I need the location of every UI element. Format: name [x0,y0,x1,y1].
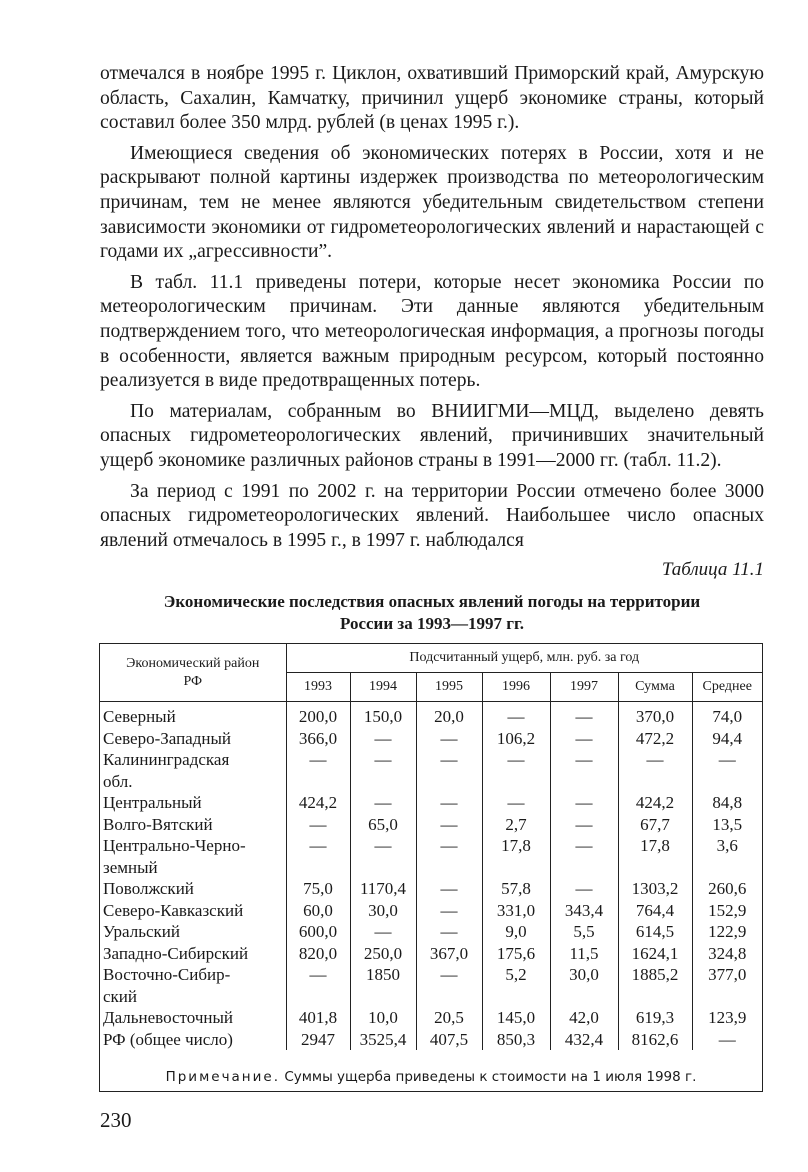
column-header: 1996 [482,673,550,702]
damage-group-header: Подсчитанный ущерб, млн. руб. за год [286,644,762,673]
table-row [100,728,762,750]
value-cell: 17,8 [482,835,550,878]
region-name-line: ский [103,986,137,1006]
value-cell: 619,3 [618,1007,692,1029]
value-cell: — [482,702,550,728]
value-cell: 2,7 [482,814,550,836]
value-cell: — [350,792,416,814]
region-name-line: Уральский [103,922,180,941]
damage-table-frame [99,643,763,1092]
value-cell: 407,5 [416,1029,482,1051]
column-header: 1993 [286,673,350,702]
value-cell: 432,4 [550,1029,618,1051]
region-name-line: Центрально-Черно- [103,836,246,855]
value-cell: — [550,749,618,792]
region-cell [100,1007,286,1029]
value-cell: — [416,878,482,900]
region-cell [100,835,286,878]
table-row [100,749,762,792]
value-cell: 331,0 [482,900,550,922]
value-cell: — [286,814,350,836]
value-cell: 367,0 [416,943,482,965]
value-cell: — [618,749,692,792]
value-cell: 424,2 [618,792,692,814]
column-header: 1995 [416,673,482,702]
value-cell: 65,0 [350,814,416,836]
value-cell: 1850 [350,964,416,1007]
value-cell: — [416,835,482,878]
value-cell: 5,5 [550,921,618,943]
value-cell: — [416,921,482,943]
region-name-line: Северо-Кавказский [103,900,244,920]
value-cell: 370,0 [618,702,692,728]
value-cell: 57,8 [482,878,550,900]
value-cell: 30,0 [550,964,618,1007]
paragraph: Имеющиеся сведения об экономических потерях в России, хотя и не раскрывают полной картины издержек производства по метеорологическим причинам, тем не менее являются убедительным свидетельством степени зависимости экономики от гидрометеорологических явлений и нарастающей с годами их „агрессивности”. [100,142,764,263]
region-name-line: Северный [103,707,176,726]
value-cell: 614,5 [618,921,692,943]
table-row [100,1029,762,1051]
table-number: Таблица 11.1 [661,559,764,580]
page-number: 230 [100,1108,132,1132]
table-title-line: России за 1993—1997 гг. [340,614,524,633]
region-name-line: Северо-Западный [103,728,231,748]
column-header: Среднее [692,673,762,702]
value-cell: 20,5 [416,1007,482,1029]
body-text [100,62,764,559]
value-cell: — [350,835,416,878]
region-name-line: Дальневосточный [103,1008,233,1027]
value-cell: — [692,749,762,792]
column-header: Сумма [618,673,692,702]
value-cell: — [550,728,618,750]
value-cell: 67,7 [618,814,692,836]
value-cell: 1624,1 [618,943,692,965]
value-cell: — [350,728,416,750]
region-name-line: земный [103,857,158,877]
region-cell [100,728,286,750]
value-cell: 106,2 [482,728,550,750]
table-row [100,943,762,965]
value-cell: 84,8 [692,792,762,814]
value-cell: — [416,964,482,1007]
value-cell: 9,0 [482,921,550,943]
column-header: 1997 [550,673,618,702]
note-text: Суммы ущерба приведены к стоимости на 1 июля 1998 г. [284,1069,697,1085]
value-cell: 1303,2 [618,878,692,900]
value-cell: — [550,814,618,836]
region-cell [100,964,286,1007]
table-note [100,1069,762,1085]
paragraph: По материалам, собранным во ВНИИГМИ—МЦД, выделено девять опасных гидрометеорологических явлений, причинивших значительный ущерб экономике различных районов страны в 1991—2000 гг. (табл. 11.2). [100,400,764,471]
value-cell: 13,5 [692,814,762,836]
value-cell: 850,3 [482,1029,550,1051]
value-cell: 145,0 [482,1007,550,1029]
value-cell: 3525,4 [350,1029,416,1051]
table-row [100,921,762,943]
region-cell [100,1029,286,1051]
value-cell: 3,6 [692,835,762,878]
value-cell: — [692,1029,762,1051]
table-row [100,964,762,1007]
value-cell: — [482,792,550,814]
value-cell: 42,0 [550,1007,618,1029]
value-cell: 10,0 [350,1007,416,1029]
region-cell [100,878,286,900]
damage-table [100,644,762,1050]
paragraph: отмечался в ноябре 1995 г. Циклон, охвативший Приморский край, Амурскую область, Сахалин, Камчатку, причинил ущерб экономике страны, который составил более 350 млрд. рублей (в ценах 1995 г.). [100,63,764,134]
region-header-line: РФ [183,673,203,689]
value-cell: — [416,728,482,750]
region-name-line: Волго-Вятский [103,814,213,834]
value-cell: — [482,749,550,792]
value-cell: 74,0 [692,702,762,728]
table-row [100,900,762,922]
region-name-line: РФ (общее число) [103,1029,233,1049]
value-cell: 366,0 [286,728,350,750]
value-cell: 764,4 [618,900,692,922]
value-cell: 424,2 [286,792,350,814]
value-cell: — [286,749,350,792]
value-cell: 820,0 [286,943,350,965]
value-cell: 1885,2 [618,964,692,1007]
value-cell: 1170,4 [350,878,416,900]
value-cell: 200,0 [286,702,350,728]
value-cell: 30,0 [350,900,416,922]
value-cell: — [416,900,482,922]
table-row [100,792,762,814]
paragraph: В табл. 11.1 приведены потери, которые несет экономика России по метеорологическим причинам. Эти данные являются убедительным подтверждением того, что метеорологическая информация, а прогнозы погоды в особенности, является важным природным ресурсом, который постоянно реализуется в виде предотвращенных потерь. [100,271,764,392]
region-name-line: обл. [103,771,133,791]
region-cell [100,900,286,922]
paragraph: За период с 1991 по 2002 г. на территории России отмечено более 3000 опасных гидрометеорологических явлений. Наибольшее число опасных явлений отмечалось в 1995 г., в 1997 г. наблюдался [100,480,764,551]
value-cell: 2947 [286,1029,350,1051]
value-cell: — [550,792,618,814]
value-cell: — [416,792,482,814]
value-cell: 472,2 [618,728,692,750]
value-cell: 94,4 [692,728,762,750]
value-cell: 5,2 [482,964,550,1007]
value-cell: 324,8 [692,943,762,965]
table-row [100,878,762,900]
value-cell: — [550,702,618,728]
value-cell: 75,0 [286,878,350,900]
region-header-line: Экономический район [126,655,260,671]
region-name-line: Центральный [103,793,202,812]
region-column-header [100,644,286,702]
value-cell: — [550,878,618,900]
value-cell: 123,9 [692,1007,762,1029]
value-cell: — [286,835,350,878]
value-cell: — [416,814,482,836]
value-cell: 8162,6 [618,1029,692,1051]
value-cell: 122,9 [692,921,762,943]
value-cell: 175,6 [482,943,550,965]
table-title-line: Экономические последствия опасных явлений погоды на территории [163,592,701,611]
value-cell: 152,9 [692,900,762,922]
table-row [100,1007,762,1029]
value-cell: 60,0 [286,900,350,922]
region-cell [100,792,286,814]
region-name-line: Калининградская [103,750,230,769]
value-cell: 260,6 [692,878,762,900]
table-row [100,702,762,728]
value-cell: 11,5 [550,943,618,965]
value-cell: — [416,749,482,792]
value-cell: — [286,964,350,1007]
region-cell [100,749,286,792]
table-title [100,591,764,635]
table-row [100,814,762,836]
value-cell: 343,4 [550,900,618,922]
region-cell [100,702,286,728]
value-cell: — [550,835,618,878]
value-cell: — [350,921,416,943]
region-cell [100,921,286,943]
note-label: Примечание. [165,1069,281,1085]
region-cell [100,814,286,836]
value-cell: 250,0 [350,943,416,965]
column-header: 1994 [350,673,416,702]
value-cell: 377,0 [692,964,762,1007]
region-name-line: Восточно-Сибир- [103,965,231,984]
value-cell: 600,0 [286,921,350,943]
value-cell: 17,8 [618,835,692,878]
region-name-line: Поволжский [103,879,194,898]
region-name-line: Западно-Сибирский [103,943,249,963]
value-cell: 20,0 [416,702,482,728]
value-cell: 150,0 [350,702,416,728]
table-row [100,835,762,878]
region-cell [100,943,286,965]
value-cell: — [350,749,416,792]
table-body [100,702,762,1051]
value-cell: 401,8 [286,1007,350,1029]
